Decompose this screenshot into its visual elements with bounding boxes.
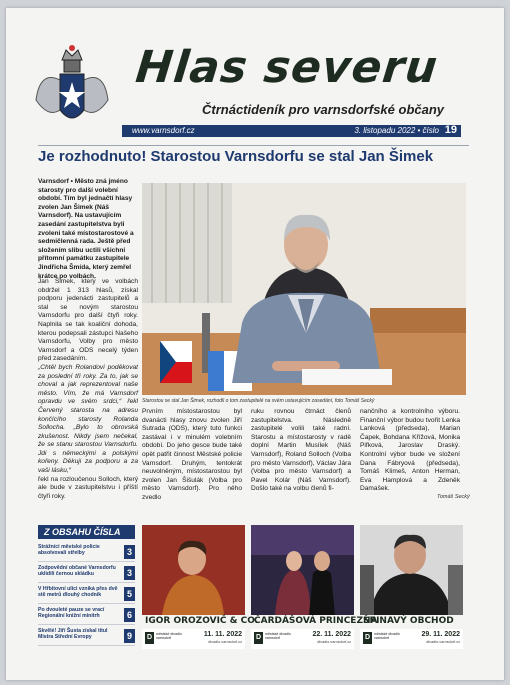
article-body-column-2: Prvním místostarostou byl dvanácti hlasy znovu zvolen Jiří Sutrada (ODS), který tuto funkci zastával i v minulém volebním období. Do jeho gesce bude také opět patřit činnost Městské policie Varnsdorf. Druhým, tentokrát neuvolněným, místostarostou byl zvolen Jan Šišulák (Volba pro město Varnsdorf). Pro něho zvedlo <box>142 408 242 501</box>
quote-paragraph: „Chtěl bych Rolandovi poděkovat za poslední tři roky. Za to, jak se choval a jak reprezentoval naše město. Vím, že má Varnsdorf opravdu ve svém srdci,“ řekl Červený starosta na adresu končícího starosty Rolanda Sollocha. „Bylo to obrovská zkušenost. Nikdy jsem nečekal, že se stanu starostou Varnsdorfu. Jdi s německými a polskými kořeny. Děkuji za podporu a za vaši lásku,“ <box>38 363 138 475</box>
ad-footer <box>360 629 463 649</box>
toc-item-label: Zodpovědní občané Varnsdorfu uklidili černou skládku <box>38 565 116 578</box>
issue-date: 3. listopadu 2022 • číslo <box>354 126 439 135</box>
ad-url[interactable]: divadlo.varnsdorf.cz <box>208 640 242 644</box>
theatre-logo-icon: D <box>363 632 372 644</box>
toc-item[interactable] <box>38 585 135 604</box>
toc-item-label: Skvělé! Jiří Šusta získal titul Mistra Střední Evropy <box>38 628 108 641</box>
article-body-column-4: nančního a kontrolního výboru. Finanční výbor budou tvořit Lenka Lanková (předseda), Marian Čapek, Bohdana Křížová, Monika Pifková, Jaroslav Draský. Kontrolní výbor bude ve složení Dana Fábryová (předseda), Tomáš Klimeš, Anton Herman, Eva Hamplová a Zdeněk Damašek. <box>360 408 460 493</box>
theatre-ad[interactable] <box>360 525 463 650</box>
town-crest-icon <box>30 40 114 140</box>
photo-caption: Starostou se stal Jan Šimek, rozhodli o tom zastupitelé na svém ustavujícím zasedání, foto Tomáš Secký <box>142 398 375 404</box>
ad-photo <box>360 525 463 615</box>
toc-item-label: Strážníci městské policie absolvovali střelby <box>38 544 100 557</box>
toc-item-page: 9 <box>124 629 135 643</box>
toc-item-page: 3 <box>124 545 135 559</box>
article-lead: Varnsdorf • Město zná jméno starosty pro další volební období. Tím byl jednačtí hlasy zvolen Jan Šimek (Náš Varnsdorf). Na ustavujícím zasedání zastupitelstva byli zvoleni také místostarostové a sedmičlenná rada. Ještě před složením slibu uctili všichni přítomní památku zastupitele Jindřicha Šmída, který zemřel krátce po volbách. <box>38 178 134 280</box>
ad-title: ŠPINAVÝ OBCHOD <box>363 616 454 626</box>
toc-item-label: V Hřbitovní ulici vzniká přes dvě stě metrů dlouhý chodník <box>38 586 118 599</box>
ad-photo <box>251 525 354 615</box>
ad-date: 22. 11. 2022 <box>312 631 351 638</box>
masthead-bar <box>122 125 461 137</box>
toc-item[interactable] <box>38 564 135 583</box>
ad-url[interactable]: divadlo.varnsdorf.cz <box>317 640 351 644</box>
ad-footer <box>251 629 354 649</box>
toc-heading: Z OBSAHU ČÍSLA <box>38 525 135 539</box>
theatre-logo-icon: D <box>254 632 263 644</box>
newspaper-page <box>6 8 504 680</box>
website-link[interactable]: www.varnsdorf.cz <box>132 126 195 135</box>
toc-item[interactable] <box>38 543 135 562</box>
theatre-logo-icon: D <box>145 632 154 644</box>
article-body-column-3: ruku rovnou čtrnáct členů zastupitelstva. Následně zastupitelé volili také radní. Starostu a místostarosty v radě doplní Martin Musílek (Náš Varnsdorf), Roland Solloch (Volba pro město Varnsdorf), Václav Jára (Volba pro město Varnsdorf) a Pavel Kolár (Náš Varnsdorf). Došlo také na volbu členů fi- <box>251 408 351 493</box>
ad-title: ČARDÁŠOVÁ PRINCEZNA <box>254 616 378 626</box>
toc-item-page: 3 <box>124 566 135 580</box>
article-photo <box>142 183 466 395</box>
ad-date: 29. 11. 2022 <box>421 631 460 638</box>
issue-number: 19 <box>444 124 457 136</box>
masthead-subtitle: Čtrnáctideník pro varnsdorfské občany <box>202 102 445 117</box>
article-headline: Je rozhodnuto! Starostou Varnsdorfu se stal Jan Šimek <box>38 148 434 165</box>
toc-list <box>38 543 135 648</box>
paragraph: Jan Šimek, který ve volbách obdržel 1 313 hlasů, získal podporu jedenácti zastupitelů a stal se novým starostou Varnsdorfu pro další čtyři roky. Naplnila se tak koaliční dohoda, kterou podepsali zástupci Našeho Varnsdorfu, Volby pro město Varnsdorf a ODS necelý týden před zasedáním. <box>38 278 138 363</box>
divider <box>38 145 469 146</box>
ad-org: městské divadlo varnsdorf <box>374 632 400 641</box>
toc-item-page: 5 <box>124 587 135 601</box>
ad-url[interactable]: divadlo.varnsdorf.cz <box>426 640 460 644</box>
paragraph: řekl na rozloučenou Solloch, který ale bude v zastupitelstvu i příští čtyři roky. <box>38 475 138 500</box>
toc-item-page: 6 <box>124 608 135 622</box>
theatre-ad[interactable] <box>142 525 259 650</box>
toc-item[interactable] <box>38 627 135 646</box>
article-body-column-1 <box>38 278 138 501</box>
masthead-title: Hlas severu <box>133 42 441 93</box>
ad-org: městské divadlo varnsdorf <box>265 632 291 641</box>
theatre-ad[interactable] <box>251 525 378 650</box>
photo-illustration <box>142 183 466 395</box>
ad-photo <box>142 525 245 615</box>
article-author: Tomáš Secký <box>437 494 470 500</box>
ad-title: IGOR OROZOVIČ & CO. <box>145 616 259 626</box>
ad-footer <box>142 629 245 649</box>
ad-date: 11. 11. 2022 <box>203 631 242 638</box>
ad-org: městské divadlo varnsdorf <box>156 632 182 641</box>
toc-item[interactable] <box>38 606 135 625</box>
toc-item-label: Po dvouleté pauze se vrací Regionální knižní minitrh <box>38 607 105 620</box>
